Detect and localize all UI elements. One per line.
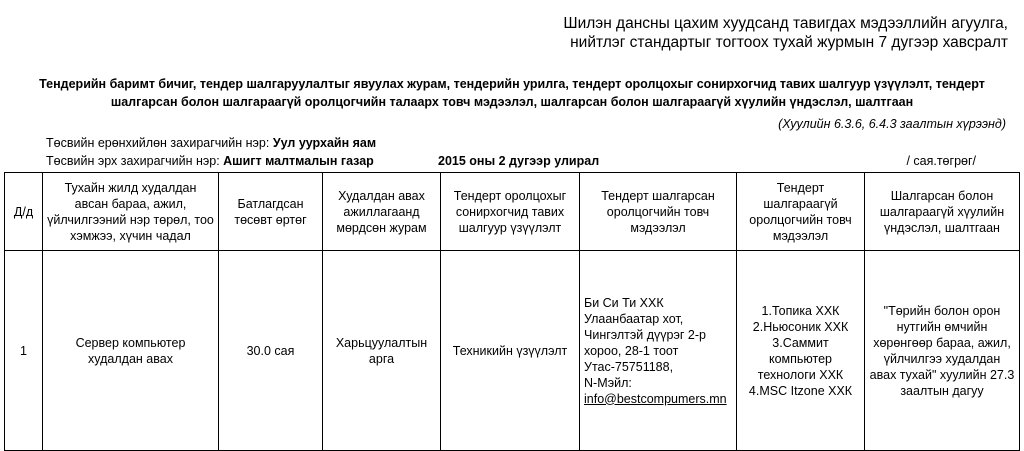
header-criteria: Тендерт оролцохыг сонирхогчид тавих шалгуур үзүүлэлт [441, 173, 580, 251]
header-reason: Шалгарсан болон шалгараагүй хүулийн үндэслэл, шалтгаан [865, 173, 1020, 251]
header-item: Тухайн жилд худалдан авсан бараа, ажил, үйлчилгээний нэр төрөл, тоо хэмжээ, хүчин чадал [43, 173, 219, 251]
cell-criteria: Техникийн үзүүлэлт [441, 251, 580, 451]
winner-email-link[interactable]: info@bestcompumers.mn [584, 391, 727, 406]
reporting-period: 2015 оны 2 дугээр улирал [438, 154, 600, 168]
direct-manager-value: Ашигт малтмалын газар [223, 154, 374, 168]
document-header [408, 14, 1008, 52]
title-line-1: Тендерийн баримт бичиг, тендер шалгаруулалтыг явуулах журам, тендерийн урилга, тендерт оролцохыг сонирхогчид тавих шалгуур үзүүлэлт, тендерт [39, 77, 985, 91]
header-no: Д/д [5, 173, 43, 251]
general-manager-label: Төсвийн ерөнхийлөн захирагчийн нэр: [46, 136, 270, 150]
winner-details: Би Си Ти ХХК Улаанбаатар хот, Чингэлтэй дүүрэг 2-р хороо, 28-1 тоот Утас-75751188, N-Мэйл: [584, 295, 706, 390]
tender-table [4, 172, 1020, 451]
general-manager-line [46, 136, 376, 150]
law-reference: (Хуулийн 6.3.6, 6.4.3 заалтын хүрээнд) [778, 117, 1006, 131]
cell-budget: 30.0 сая [219, 251, 323, 451]
document-title [14, 75, 1010, 111]
header-procedure: Худалдан авах ажиллагаанд мөрдсөн журам [323, 173, 441, 251]
table-row [5, 251, 1020, 451]
title-line-2: шалгарсан болон шалгараагүй оролцогчийн талаарх товч мэдээлэл, шалгарсан болон шалгараагүй хүулийн үндэслэл, шалтгаан [110, 95, 914, 109]
header-line-1: Шилэн дансны цахим хуудсанд тавигдах мэдээллийн агуулга, [563, 15, 1008, 32]
direct-manager-label: Төсвийн эрх захирагчийн нэр: [46, 154, 220, 168]
table-header-row [5, 173, 1020, 251]
header-budget: Батлагдсан төсөвт өртөг [219, 173, 323, 251]
cell-no: 1 [5, 251, 43, 451]
header-winner: Тендерт шалгарсан оролцогчийн товч мэдээлэл [580, 173, 737, 251]
cell-reason: "Төрийн болон орон нутгийн өмчийн хөрөнгөөр бараа, ажил, үйлчилгээ худалдан авах тухай" хуулийн 27.3 заалтын дагуу [865, 251, 1020, 451]
header-losers: Тендерт шалгараагүй оролцогчийн товч мэдээлэл [737, 173, 865, 251]
cell-item: Сервер компьютер худалдан авах [43, 251, 219, 451]
general-manager-value: Уул уурхайн яам [272, 136, 377, 150]
cell-winner [580, 251, 737, 451]
header-line-2: нийтлэг стандартыг тогтоох тухай журмын 7 дугээр хавсралт [570, 34, 1008, 51]
direct-manager-line [46, 154, 976, 168]
currency-unit: / сая.төгрөг/ [906, 154, 976, 168]
cell-procedure: Харьцуулалтын арга [323, 251, 441, 451]
cell-losers: 1.Топика ХХК 2.Ньюсоник ХХК 3.Саммит компьютер технологи ХХК 4.MSC Itzone ХХК [737, 251, 865, 451]
